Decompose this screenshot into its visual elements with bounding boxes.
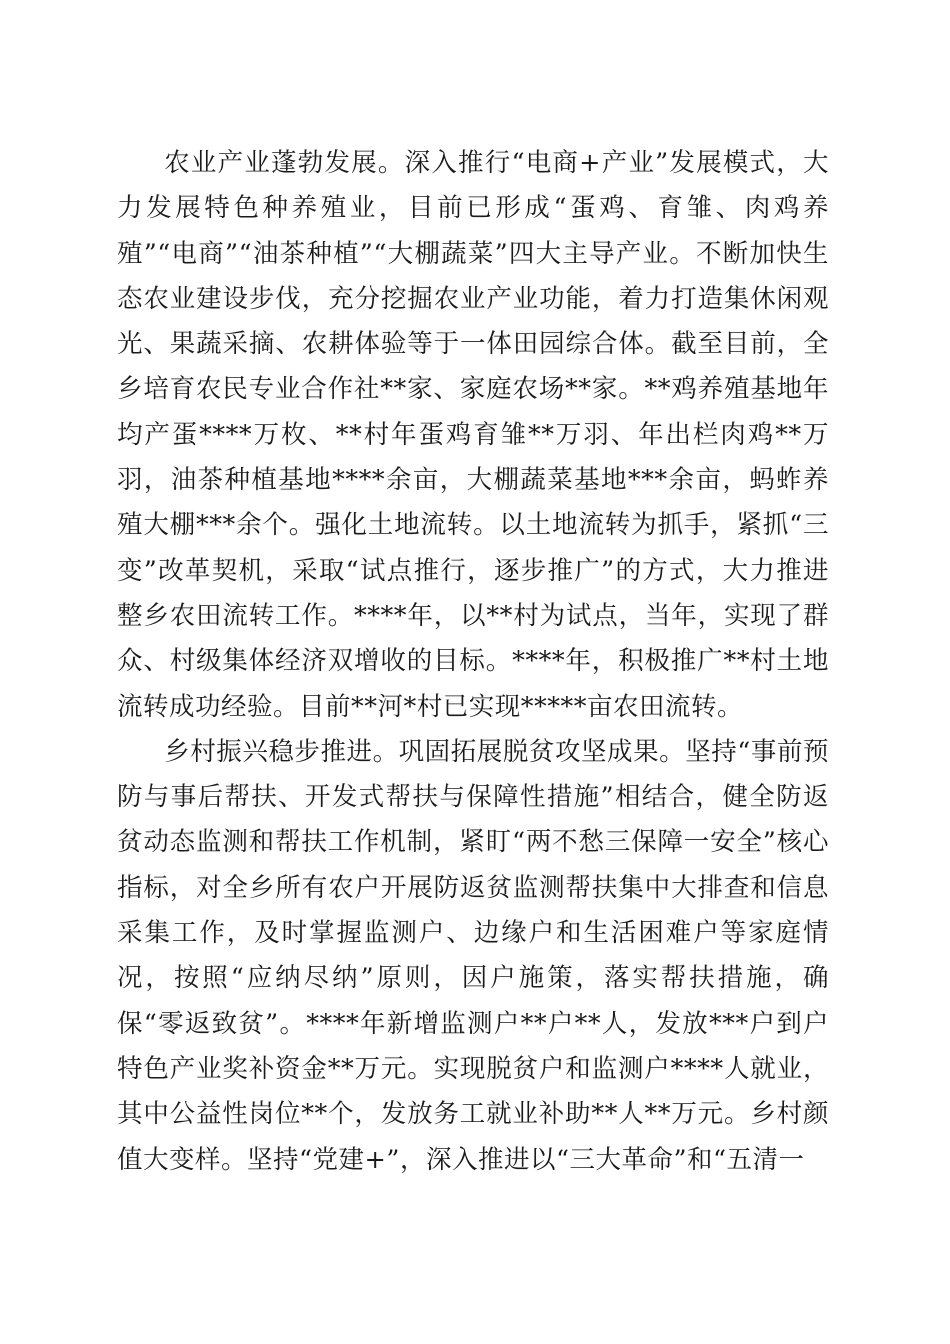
- document-body: [117, 141, 829, 1183]
- paragraph-agriculture: 农业产业蓬勃发展。深入推行“电商+产业”发展模式，大力发展特色种养殖业，目前已形成“蛋鸡、育雏、肉鸡养殖”“电商”“油茶种植”“大棚蔬菜”四大主导产业。不断加快生态农业建设步伐，充分挖掘农业产业功能，着力打造集休闲观光、果蔬采摘、农耕体验等于一体田园综合体。截至目前，全乡培育农民专业合作社**家、家庭农场**家。**鸡养殖基地年均产蛋****万枚、**村年蛋鸡育雏**万羽、年出栏肉鸡**万羽，油茶种植基地****余亩，大棚蔬菜基地***余亩，蚂蚱养殖大棚***余个。强化土地流转。以土地流转为抓手，紧抓“三变”改革契机，采取“试点推行，逐步推广”的方式，大力推进整乡农田流转工作。****年，以**村为试点，当年，实现了群众、村级集体经济双增收的目标。****年，积极推广**村土地流转成功经验。目前**河*村已实现*****亩农田流转。: [117, 148, 829, 722]
- paragraph-rural-revitalization: 乡村振兴稳步推进。巩固拓展脱贫攻坚成果。坚持“事前预防与事后帮扶、开发式帮扶与保障性措施”相结合，健全防返贫动态监测和帮扶工作机制，紧盯“两不愁三保障一安全”核心指标，对全乡所有农户开展防返贫监测帮扶集中大排查和信息采集工作，及时掌握监测户、边缘户和生活困难户等家庭情况，按照“应纳尽纳”原则，因户施策，落实帮扶措施，确保“零返致贫”。****年新增监测户**户**人，发放***户到户特色产业奖补资金**万元。实现脱贫户和监测户****人就业，其中公益性岗位**个，发放务工就业补助**人**万元。乡村颜值大变样。坚持“党建+”，深入推进以“三大革命”和“五清一: [117, 736, 829, 1175]
